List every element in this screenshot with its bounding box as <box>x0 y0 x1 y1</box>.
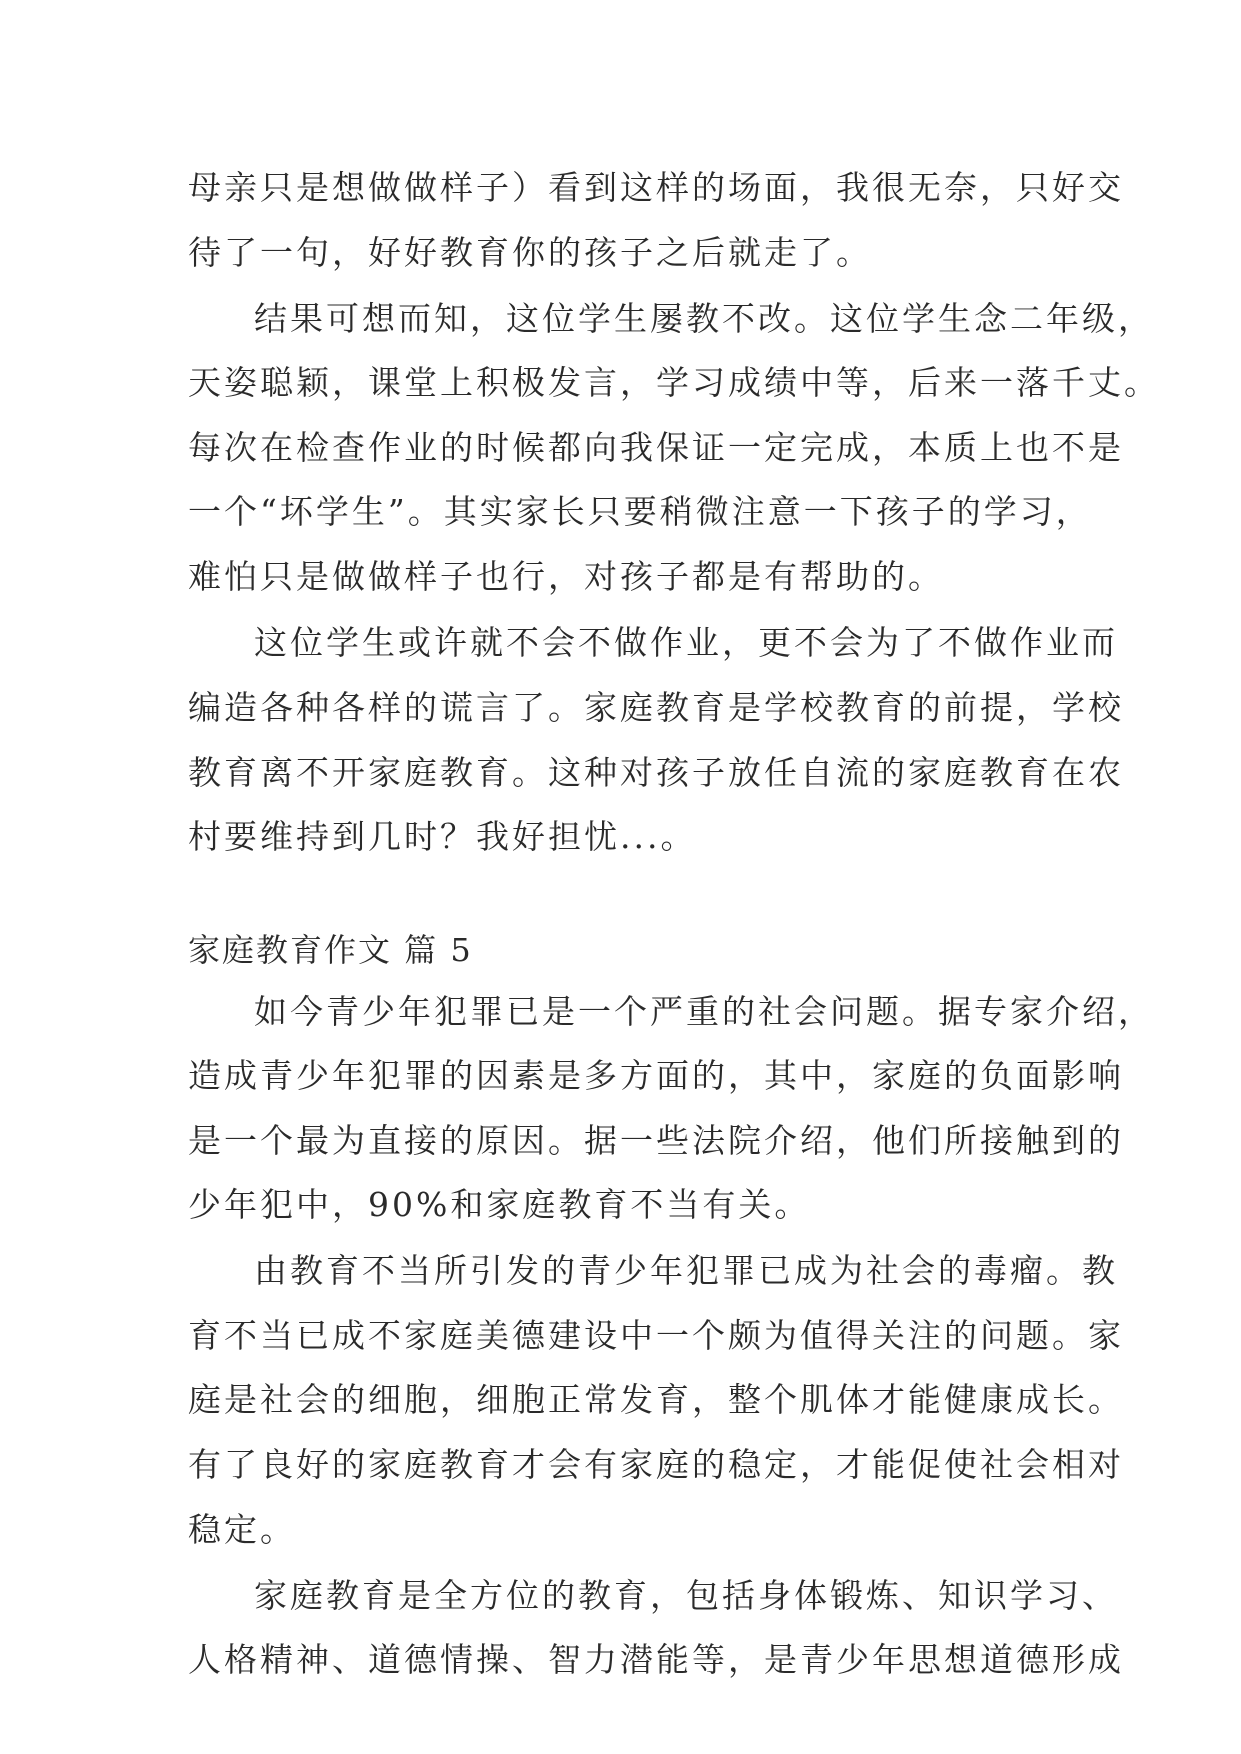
text-line: 育不当已成不家庭美德建设中一个颇为值得关注的问题。家 <box>188 1316 1124 1355</box>
section-heading: 家庭教育作文 篇 5 <box>188 931 473 969</box>
text-line: 村要维持到几时？我好担忧...。 <box>188 817 697 856</box>
text-line: 少年犯中，90%和家庭教育不当有关。 <box>188 1185 811 1224</box>
text-line: 稳定。 <box>188 1510 296 1549</box>
text-line: 编造各种各样的谎言了。家庭教育是学校教育的前提，学校 <box>188 688 1124 727</box>
paragraph-start-line: 结果可想而知，这位学生屡教不改。这位学生念二年级， <box>254 299 1154 338</box>
text-line: 天姿聪颖，课堂上积极发言，学习成绩中等，后来一落千丈。 <box>188 363 1160 402</box>
text-line: 一个“坏学生”。其实家长只要稍微注意一下孩子的学习， <box>188 492 1092 531</box>
paragraph-start-line: 由教育不当所引发的青少年犯罪已成为社会的毒瘤。教 <box>254 1251 1118 1290</box>
text-line: 每次在检查作业的时候都向我保证一定完成，本质上也不是 <box>188 428 1124 467</box>
text-line: 庭是社会的细胞，细胞正常发育，整个肌体才能健康成长。 <box>188 1380 1124 1419</box>
paragraph-start-line: 这位学生或许就不会不做作业，更不会为了不做作业而 <box>254 623 1118 662</box>
paragraph-start-line: 如今青少年犯罪已是一个严重的社会问题。据专家介绍， <box>254 992 1154 1031</box>
text-line: 是一个最为直接的原因。据一些法院介绍，他们所接触到的 <box>188 1121 1124 1160</box>
paragraph-start-line: 家庭教育是全方位的教育，包括身体锻炼、知识学习、 <box>254 1576 1118 1615</box>
text-line: 待了一句，好好教育你的孩子之后就走了。 <box>188 233 872 272</box>
text-line: 难怕只是做做样子也行，对孩子都是有帮助的。 <box>188 557 944 596</box>
text-line: 有了良好的家庭教育才会有家庭的稳定，才能促使社会相对 <box>188 1445 1124 1484</box>
text-line: 人格精神、道德情操、智力潜能等，是青少年思想道德形成 <box>188 1640 1124 1679</box>
text-line: 母亲只是想做做样子）看到这样的场面，我很无奈，只好交 <box>188 168 1124 207</box>
text-line: 教育离不开家庭教育。这种对孩子放任自流的家庭教育在农 <box>188 753 1124 792</box>
text-line: 造成青少年犯罪的因素是多方面的，其中，家庭的负面影响 <box>188 1056 1124 1095</box>
